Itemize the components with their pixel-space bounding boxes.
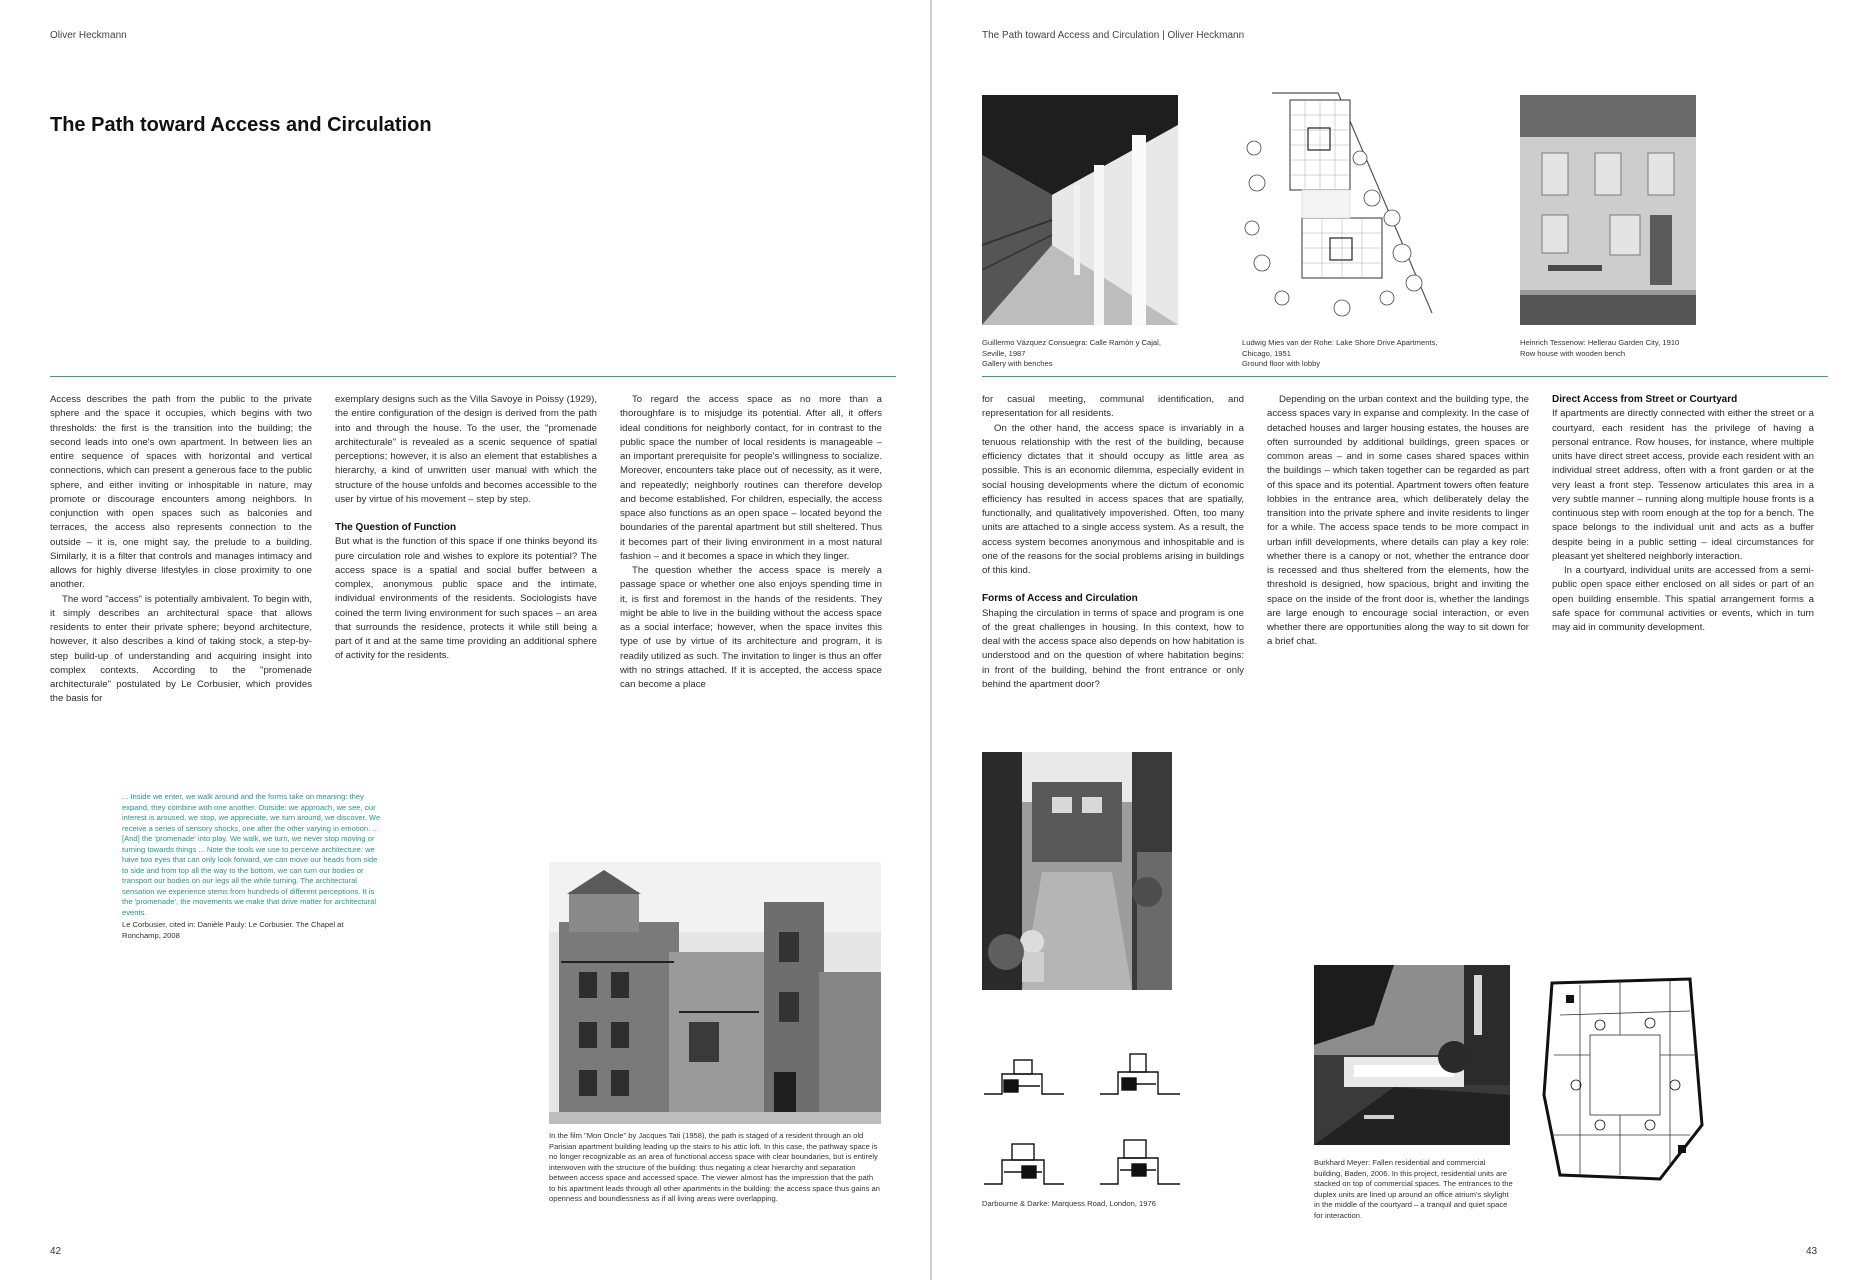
running-head-left: Oliver Heckmann [50,30,127,41]
paragraph: Depending on the urban context and the building type, the access spaces vary in expanse and complexity. In the case of detached houses and larger housing estates, the houses are often surrounded by additional buildings, green spaces or common areas – and in some cases shared spaces within the buildings – which taken together can be regarded as part of this space and its potential. Apartment towers often feature lobbies in the entrance area, which deliberately delay the transition into the private sphere and invite residents to linger for a while. The access space tends to be more compact in urban infill developments, where details can play a key role: whether there is a canopy or not, whether the entrance door is recessed and thus sheltered from the elements, how the threshold is designed, how spacious, bright and inviting the space on the inside of the front door is, whether the landings are large enough to encourage social interaction, or even whether there are opportunities along the way to sit down for a brief chat. [1267,394,1529,648]
lake-shore-plan [1242,88,1438,328]
section-heading: The Question of Function [335,522,457,533]
marquess-road-photo [982,752,1172,990]
paragraph: On the other hand, the access space is invariably in a tenuous relationship with the rest of the building, because efficiency dictates that it should occupy as little area as possible. This is an economic dilemma, especially evident in social housing developments where the dictum of economic efficiency has resulted in access spaces that are spatially, functionally, and qualitatively impoverished. Often, too many units are attached to a single access system. As a result, the access system becomes anonymous and inhospitable and is one of the reasons for the social problems arising in buildings of this kind. [982,422,1244,576]
paragraph: Access describes the path from the public to the private sphere and the space it occupies, which begins with two thresholds: the first is the transition into the building; the second leads into one's own apartment. In between lies an entire sequence of spaces with horizontal and vertical connections, which can present a generous face to the public sphere, and either inviting or inhospitable in nature, may promote or discourage encounters among neighbors. In conjunction with open spaces such as balconies and terraces, the access also represents connection to the outside – it is, one might say, the prelude to a building. Similarly, it is a filter that controls and manages intimacy and allows for highly diverse lifestyles in close proximity to one another. [50,394,312,591]
marquess-road-diagrams [982,1050,1182,1190]
running-head-right: The Path toward Access and Circulation | Oliver Heckmann [982,30,1245,41]
left-column-1 [50,393,312,707]
paragraph: In a courtyard, individual units are accessed from a semi-public open space either enclosed on all sides or part of an open building ensemble. This spatial arrangement forms a safe space for communal activities or events, which in turn may aid in community development. [1552,565,1814,633]
caption-lake-shore [1242,338,1452,370]
paragraph: To regard the access space as no more than a thoroughfare is to misjudge its potential. After all, it offers ideal conditions for neighborly contact, for in contrast to the public space the number of local residents is manageable – an important prerequisite for people's willingness to socialize. Moreover, encounters take place out of necessity, as it were, and repeatedly; neighborly routines can therefore develop and become established. For children, especially, the access space also functions as an open space – located beyond the boundaries of the parental apartment but still sheltered. Thus it becomes part of their living environment in a most natural fashion – and it becomes a space in which they linger. [620,394,882,562]
left-column-3 [620,393,882,692]
baden-courtyard-photo [1314,965,1510,1145]
section-heading: Forms of Access and Circulation [982,593,1138,605]
le-corbusier-quote [122,792,384,941]
caption-line: Heinrich Tessenow: Hellerau Garden City, 1910 [1520,338,1680,347]
mon-oncle-caption: In the film "Mon Oncle" by Jacques Tati (1958), the path is staged of a resident through an old Parisian apartment building leading up the stairs to his attic loft. In this case, the pathway space is no longer recognizable as an area of functional access space with clear boundaries, but is entirely interwoven with the structure of the building: thus negating a clear hierarchy and separation between access space and accessed space. The viewer almost has the impression that the path to his apartment leads through all other apartments in the building: the access space thus gains an openness and boundlessness as if all living areas were overlapping. [549,1131,880,1203]
paragraph: Shaping the circulation in terms of space and program is one of the great challenges in housing. In this context, how to deal with the access space also depends on how habitation is understood and on the question of where habitation begins: in front of the building, behind the front entrance or only behind the apartment door? [982,607,1244,690]
baden-floor-plan [1540,975,1708,1185]
paragraph: The question whether the access space is merely a passage space or whether one also enjoys spending time in it, is first and foremost in the hands of the residents. They might be able to live in the building without the access space as a social interface; however, when the space invites this type of use by virtue of its architecture and program, it is readily utilized as such. The invitation to linger is thus an offer with no strings attached. If it is accepted, the access space can become a place [620,565,882,690]
paragraph: exemplary designs such as the Villa Savoye in Poissy (1929), the entire configuration of the design is derived from the path into and through the house. To the user, the "promenade architecturale" is revealed as a scenic sequence of spatial perceptions; however, it is also an element that establishes a hierarchy, a kind of unwritten user manual with which the structure of the house unfolds and becomes accessible to the user by virtue of his movement – step by step. [335,394,597,505]
left-page [0,0,930,1280]
seville-gallery-photo [982,95,1178,325]
quote-text: ... Inside we enter, we walk around and the forms take on meaning: they expand, they combine with one another. Outside: we approach, we see, our interest is aroused, we stop, we appreciate, we turn around, we discover. We receive a series of sensory shocks, one after the other varying in emotion. ... [And] the 'promenade' into play. We walk, we turn, we never stop moving or turning towards things ... Note the tools we use to perceive architecture: we have two eyes that can only look forward, we can move our heads from side to side and from top all the way to the bottom, we can turn our bodies or transport our bodies on our legs all the while turning. The architectural sensation we experience stems from hundreds of different perceptions. It is the 'promenade', the movements we make that drive matter for architectural events. [122,792,381,917]
caption-line: Row house with wooden bench [1520,348,1626,358]
caption-burkhard-meyer: Burkhard Meyer: Fallen residential and commercial building, Baden, 2006. In this project, residential units are stacked on top of commercial spaces. The entrances to the duplex units are lined up around an office atrium's skylight in the middle of the courtyard – a tranquil and quiet space for interaction. [1314,1158,1513,1220]
teal-rule-left [50,376,896,377]
right-page [932,0,1862,1280]
teal-rule-right [982,376,1828,377]
article-title: The Path toward Access and Circulation [50,114,432,136]
paragraph: But what is the function of this space if one thinks beyond its pure circulation role and wishes to explore its potential? The access space is a spatial and social buffer between a complex, anonymous public space and the intimate, individual environments of the residents. Sociologists have coined the term living environment for such spaces – an area that surrounds the residence, protects it while still being a part of it and at the same time providing an additional sphere of activity for the residents. [335,536,597,662]
section-heading: Direct Access from Street or Courtyard [1552,394,1738,405]
caption-seville [982,338,1178,370]
right-column-2 [1267,393,1529,650]
caption-line: Guillermo Vázquez Consuegra: Calle Ramón y Cajal, Seville, 1987 [982,338,1161,358]
mon-oncle-photo [549,862,881,1124]
paragraph: The word "access" is potentially ambivalent. To begin with, it simply describes an architectural space that allows residents to enter their private sphere; beyond architecture, however, it also describes a kind of taking stock, a step-by-step build-up of understanding and acquiring insight into complex contexts. According to the "promenade architecturale" postulated by Le Corbusier, which provides the basis for [50,593,312,705]
right-column-3 [1552,393,1814,635]
hellerau-row-house-photo [1520,95,1696,325]
caption-line: Gallery with benches [982,359,1053,368]
right-column-1 [982,393,1244,692]
page-number-left: 42 [50,1246,62,1257]
paragraph: If apartments are directly connected with either the street or a courtyard, each resident has the privilege of having a personal entrance. Row houses, for instance, where multiple units have direct street access, provide each resident with an individual street address, often with a front garden or at the very least a front step. Tessenow articulates this area in a very subtle manner – running along multiple house fronts is a continuous step with room enough at the top for a bench. The space belongs to the individual unit and acts as a buffer despite being in a public setting – ideal circumstances for pleasant yet sheltered neighborly interaction. [1552,408,1814,562]
quote-source: Le Corbusier, cited in: Danièle Pauly: Le Corbusier. The Chapel at Ronchamp, 2008 [122,920,344,940]
caption-line: Ground floor with lobby [1242,359,1321,368]
caption-darbourne: Darbourne & Darke: Marquess Road, London, 1976 [982,1199,1156,1208]
page-number-right: 43 [1806,1246,1818,1257]
caption-hellerau [1520,338,1720,359]
caption-line: Ludwig Mies van der Rohe: Lake Shore Drive Apartments, Chicago, 1951 [1242,338,1438,358]
left-column-2 [335,393,597,664]
paragraph: for casual meeting, communal identification, and representation for all residents. [982,394,1244,420]
